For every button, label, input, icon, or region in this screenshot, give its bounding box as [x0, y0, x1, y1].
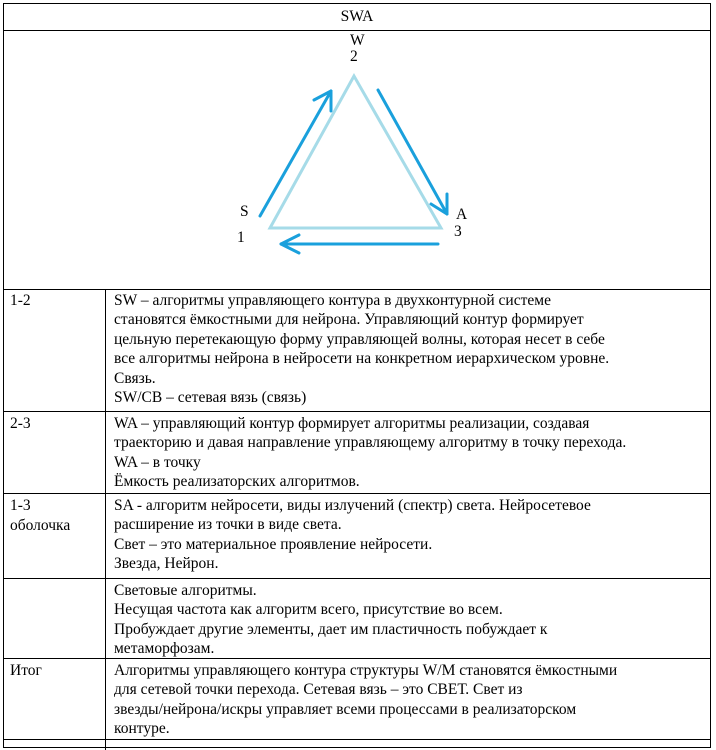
row-label-cell — [4, 494, 106, 578]
row-label-cell — [4, 579, 106, 658]
row-label-cell — [4, 659, 106, 739]
row-text-line: Несущая частота как алгоритм всего, присутствие во всем. — [114, 601, 503, 619]
row-text-cell — [107, 740, 710, 742]
row-text-line: Свет – это материальное проявление нейросети. — [114, 535, 433, 553]
row-text-line: WA – управляющий контур формирует алгоритмы реализации, создавая — [114, 415, 590, 432]
row-text-line: становятся ёмкостными для нейрона. Управляющий контур формирует — [114, 311, 584, 329]
row-label-secondary: оболочка — [10, 517, 71, 534]
row-text-cell — [107, 494, 710, 574]
header-title: SWA — [340, 8, 374, 25]
row-label-cell — [4, 289, 106, 411]
arrow-s-to-w — [260, 91, 331, 216]
row-text-line: расширение из точки в виде света. — [114, 516, 342, 534]
table-row-empty — [4, 740, 710, 750]
table-header — [4, 4, 710, 31]
row-text-line: Пробуждает другие элементы, дает им пластичность побуждает к — [114, 620, 548, 638]
row-text-line: для сетевой точки перехода. Сетевая вязь – это СВЕТ. Свет из — [114, 681, 523, 699]
row-text-line: траекторию и давая направление управляющему алгоритму в точку перехода. — [114, 434, 627, 452]
vertex-top-letter: W — [350, 32, 365, 49]
table-row-1-3 — [4, 494, 710, 579]
row-text-line: WA – в точку — [114, 453, 201, 471]
row-text-cell — [107, 412, 710, 492]
table-row-summary — [4, 659, 710, 740]
row-label: 2-3 — [10, 415, 31, 432]
row-text-line: Алгоритмы управляющего контура структуры W/M становятся ёмкостными — [114, 662, 618, 679]
row-text-line: контуре. — [114, 720, 170, 738]
row-text-line: Звезда, Нейрон. — [114, 555, 219, 573]
arrow-a-to-s — [281, 235, 438, 253]
row-text-line: SW – алгоритмы управляющего контура в двухконтурной системе — [114, 292, 551, 309]
row-text-line: SW/CB – сетевая вязь (связь) — [114, 389, 307, 407]
row-label: 1-2 — [10, 292, 31, 309]
row-label-cell — [4, 412, 106, 493]
row-label-cell — [4, 740, 106, 750]
vertex-right-letter: A — [456, 206, 468, 223]
row-text-cell — [107, 289, 710, 407]
row-text-cell — [107, 579, 710, 659]
swa-triangle-diagram — [4, 30, 710, 289]
arrow-w-to-a — [378, 90, 447, 214]
table-row-2-3 — [4, 412, 710, 494]
row-text-line: метаморфозам. — [114, 640, 215, 658]
vertex-top-number: 2 — [350, 48, 358, 65]
row-label: Итог — [10, 662, 42, 679]
vertex-left-letter: S — [240, 203, 249, 220]
row-text-line: Ёмкость реализаторских алгоритмов. — [114, 473, 360, 491]
vertex-right-number: 3 — [454, 223, 462, 240]
row-text-line: Световые алгоритмы. — [114, 582, 257, 599]
row-text-line: все алгоритмы нейрона в нейросети на конкретном иерархическом уровне. — [114, 350, 610, 368]
table-row-light-algorithms — [4, 579, 710, 659]
diagram-cell — [4, 30, 710, 290]
row-text-line: звезды/нейрона/искры управляет всеми процессами в реализаторском — [114, 700, 577, 718]
row-text-line: SA - алгоритм нейросети, виды излучений (спектр) света. Нейросетевое — [114, 497, 591, 514]
row-text-line: Связь. — [114, 369, 156, 387]
row-label: 1-3 — [10, 497, 31, 514]
row-text-cell — [107, 659, 710, 739]
vertex-left-number: 1 — [237, 229, 245, 246]
row-text-line: цельную перетекающую форму управляющей волны, которая несет в себе — [114, 330, 605, 348]
document-table — [3, 3, 711, 748]
table-row-1-2 — [4, 289, 710, 412]
